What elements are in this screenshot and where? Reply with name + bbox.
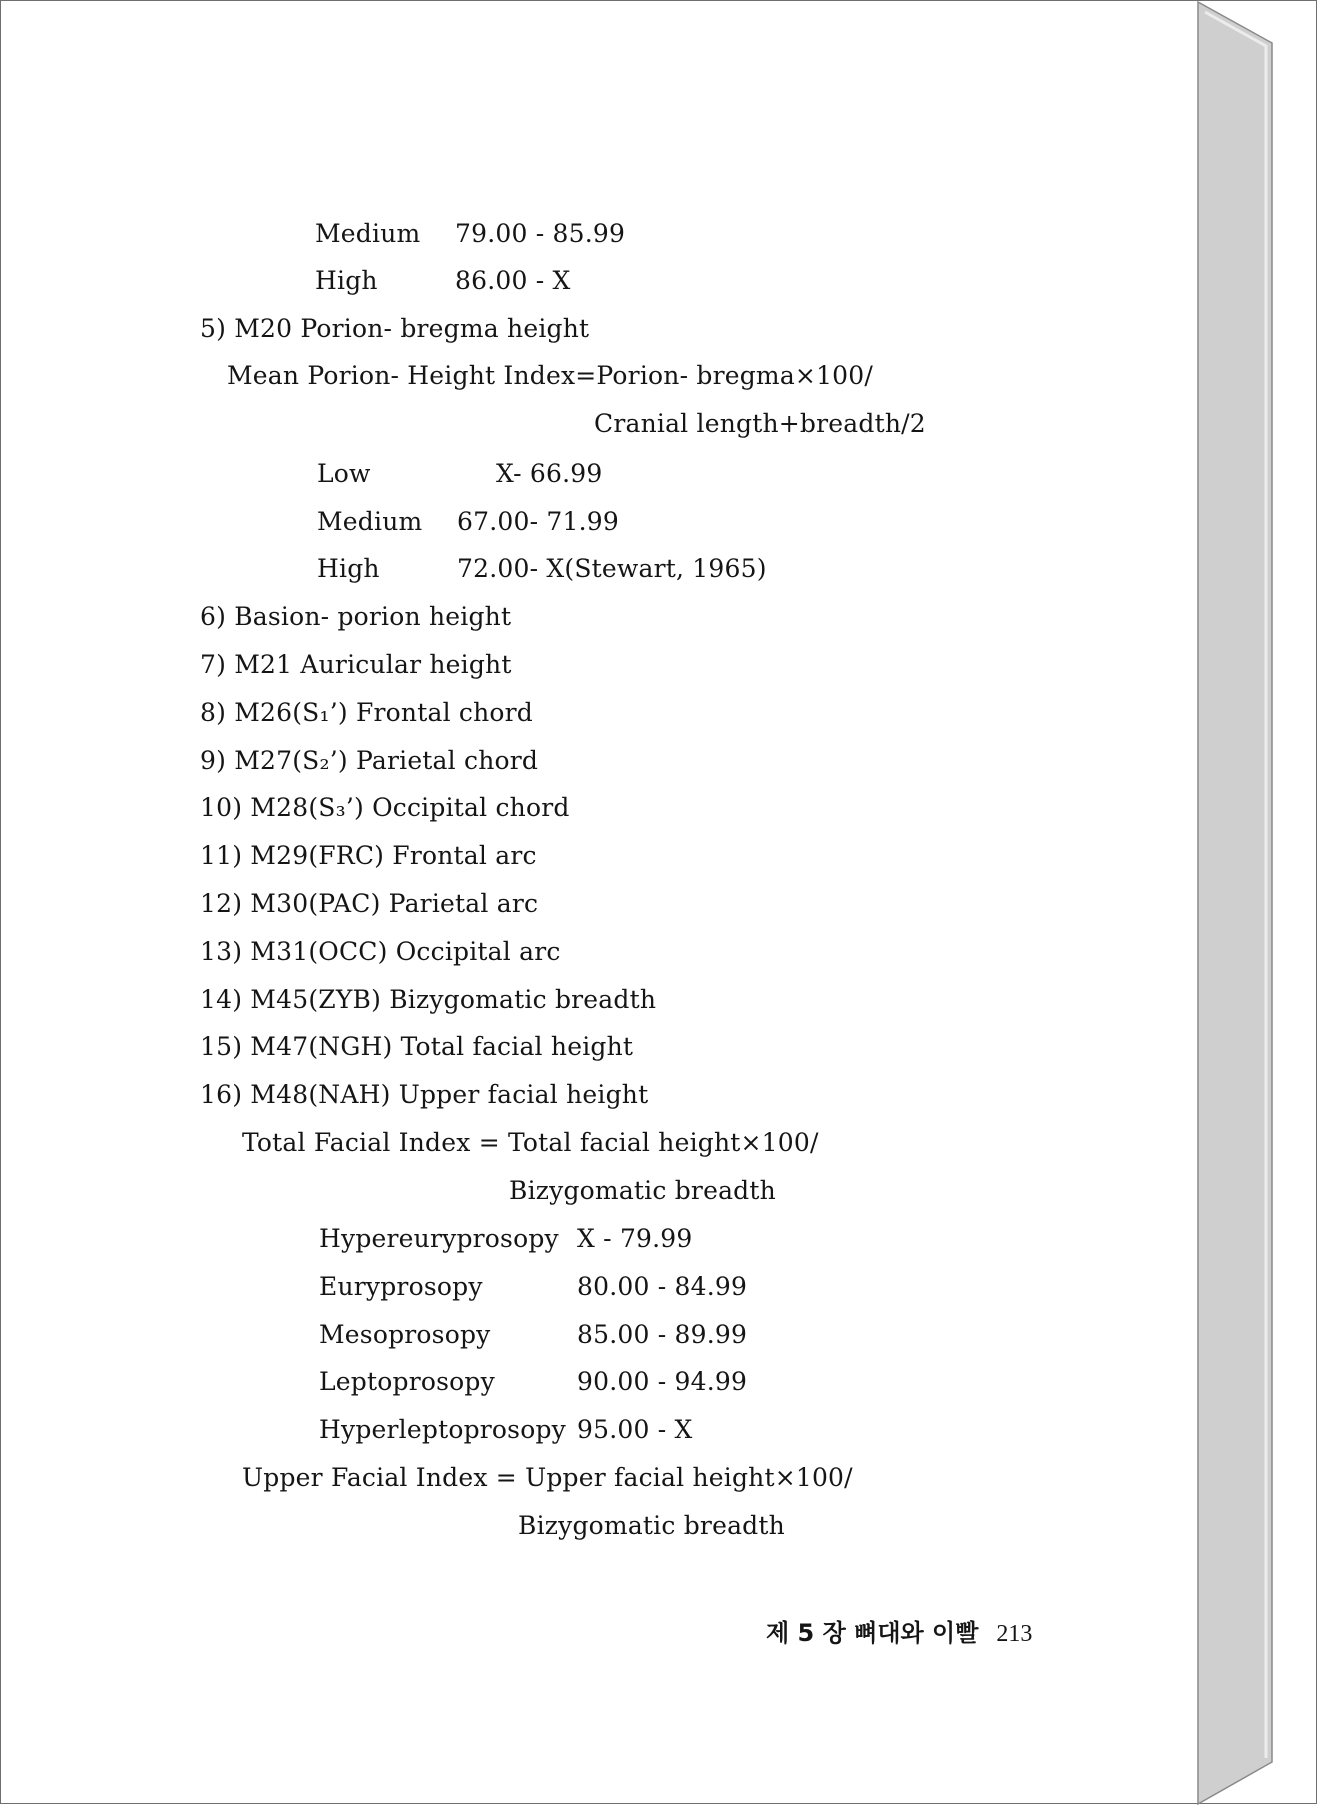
class-label: Hyperleptoprosopy [319, 1415, 566, 1444]
measurement-item-9: 9) M27(S₂’) Parietal chord [200, 746, 539, 775]
class-label: High [315, 266, 378, 295]
class-label: Low [317, 459, 371, 488]
index-denominator: Bizygomatic breadth [509, 1176, 776, 1205]
measurement-item-12: 12) M30(PAC) Parietal arc [200, 889, 539, 918]
class-range: X - 79.99 [577, 1224, 693, 1253]
upper-facial-index: Upper Facial Index = Upper facial height×100/ [242, 1463, 853, 1492]
class-range: 95.00 - X [577, 1415, 693, 1444]
class-range: 72.00- X(Stewart, 1965) [457, 554, 767, 583]
class-range: 67.00- 71.99 [457, 507, 619, 536]
class-range: X- 66.99 [496, 459, 603, 488]
class-label: Hypereuryprosopy [319, 1224, 559, 1253]
measurement-item-6: 6) Basion- porion height [200, 602, 512, 631]
measurement-item-11: 11) M29(FRC) Frontal arc [200, 841, 537, 870]
measurement-item-8: 8) M26(S₁’) Frontal chord [200, 698, 534, 727]
class-label: Mesoprosopy [319, 1320, 491, 1349]
measurement-item-16: 16) M48(NAH) Upper facial height [200, 1080, 649, 1109]
class-range: 90.00 - 94.99 [577, 1367, 748, 1396]
class-range: 85.00 - 89.99 [577, 1320, 748, 1349]
class-range: 80.00 - 84.99 [577, 1272, 748, 1301]
measurement-item-13: 13) M31(OCC) Occipital arc [200, 937, 561, 966]
measurement-item-14: 14) M45(ZYB) Bizygomatic breadth [200, 985, 657, 1014]
measurement-item-10: 10) M28(S₃’) Occipital chord [200, 793, 570, 822]
class-label: High [317, 554, 380, 583]
class-range: 86.00 - X [455, 266, 571, 295]
measurement-item-7: 7) M21 Auricular height [200, 650, 512, 679]
page-number: 213 [996, 1621, 1033, 1647]
measurement-item-5: 5) M20 Porion- bregma height [200, 314, 590, 343]
index-denominator: Bizygomatic breadth [518, 1511, 785, 1540]
mean-porion-height-index: Mean Porion- Height Index=Porion- bregma×100/ [227, 361, 874, 390]
measurement-item-15: 15) M47(NGH) Total facial height [200, 1032, 634, 1061]
class-label: Leptoprosopy [319, 1367, 495, 1396]
class-label: Medium [315, 219, 421, 248]
page-footer [766, 1618, 1032, 1649]
chapter-title: 제 5 장 뼈대와 이빨 [766, 1619, 979, 1647]
class-label: Euryprosopy [319, 1272, 483, 1301]
class-range: 79.00 - 85.99 [455, 219, 626, 248]
total-facial-index: Total Facial Index = Total facial height×100/ [242, 1128, 819, 1157]
index-denominator: Cranial length+breadth/2 [594, 409, 926, 438]
class-label: Medium [317, 507, 423, 536]
